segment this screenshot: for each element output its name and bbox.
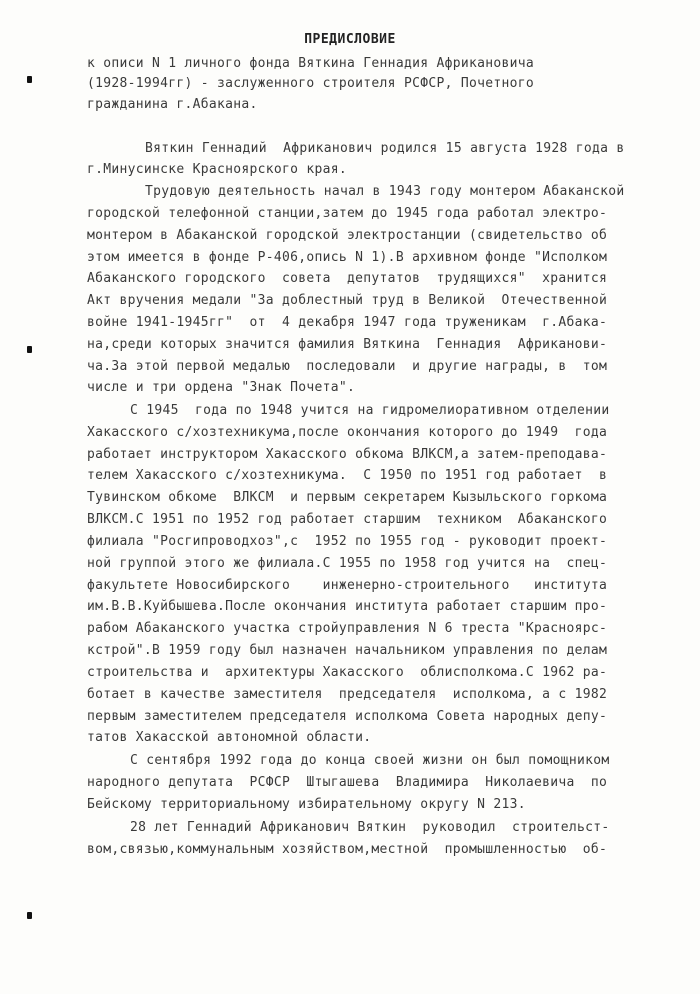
text-line: числе и три ордена "Знак Почета". <box>87 380 356 395</box>
punch-hole-mark-top <box>27 76 32 83</box>
text-line: на,среди которых значится фамилия Вяткина Геннадия Африканови- <box>87 337 608 352</box>
text-line: Вяткин Геннадий Африканович родился 15 августа 1928 года в <box>145 141 625 156</box>
text-line: рабом Абаканского участка стройуправления N 6 треста "Красноярс- <box>87 621 608 636</box>
text-line: кстрой".В 1959 году был назначен начальником управления по делам <box>87 643 608 658</box>
text-line: ча.За этой первой медалью последовали и другие награды, в том <box>87 359 608 374</box>
text-line: монтером в Абаканской городской электростанции (свидетельство об <box>87 228 608 243</box>
text-line: ной группой этого же филиала.С 1955 по 1958 год учится на спец- <box>87 556 608 571</box>
text-line: ВЛКСМ.С 1951 по 1952 год работает старшим техником Абаканского <box>87 512 608 527</box>
text-line: народного депутата РСФСР Штыгашева Владимира Николаевича по <box>87 775 608 790</box>
punch-hole-mark-bottom <box>27 912 32 919</box>
text-line: 28 лет Геннадий Африканович Вяткин руководил строительст- <box>130 820 610 835</box>
text-line: Трудовую деятельность начал в 1943 году монтером Абаканской <box>145 184 625 199</box>
text-line: С 1945 года по 1948 учится на гидромелиоративном отделении <box>130 403 610 418</box>
text-line: татов Хакасской автономной области. <box>87 730 372 745</box>
text-line: ботает в качестве заместителя председателя исполкома, а с 1982 <box>87 687 608 702</box>
punch-hole-mark-middle <box>27 346 32 353</box>
text-line: г.Минусинске Красноярского края. <box>87 162 348 177</box>
text-line: Тувинском обкоме ВЛКСМ и первым секретарем Кызыльского горкома <box>87 490 608 505</box>
text-line: Хакасского с/хозтехникума,после окончания которого до 1949 года <box>87 425 608 440</box>
text-line: первым заместителем председателя исполкома Совета народных депу- <box>87 709 608 724</box>
text-line: им.В.В.Куйбышева.После окончания института работает старшим про- <box>87 599 608 614</box>
text-line: этом имеется в фонде Р-406,опись N 1).В архивном фонде "Исполком <box>87 250 608 265</box>
text-line: Акт вручения медали "За доблестный труд в Великой Отечественной <box>87 293 608 308</box>
text-line: факультете Новосибирского инженерно-строительного института <box>87 578 608 593</box>
text-line: С сентября 1992 года до конца своей жизни он был помощником <box>130 753 610 768</box>
document-title: ПРЕДИСЛОВИЕ <box>304 32 396 47</box>
text-line: филиала "Росгипроводхоз",с 1952 по 1955 год - руководит проект- <box>87 534 608 549</box>
text-line: войне 1941-1945гг" от 4 декабря 1947 года труженикам г.Абака- <box>87 315 608 330</box>
text-line: строительства и архитектуры Хакасского облисполкома.С 1962 ра- <box>87 665 608 680</box>
text-line: вом,связью,коммунальным хозяйством,местной промышленностью об- <box>87 842 608 857</box>
text-line: городской телефонной станции,затем до 1945 года работал электро- <box>87 206 608 221</box>
text-line: работает инструктором Хакасского обкома ВЛКСМ,а затем-преподава- <box>87 447 608 462</box>
text-line: Абаканского городского совета депутатов трудящихся" хранится <box>87 271 608 286</box>
text-line: (1928-1994гг) - заслуженного строителя РСФСР, Почетного <box>87 76 534 91</box>
text-line: к описи N 1 личного фонда Вяткина Геннадия Африкановича <box>87 56 534 71</box>
text-line: Бейскому территориальному избирательному округу N 213. <box>87 797 526 812</box>
text-line: гражданина г.Абакана. <box>87 97 258 112</box>
text-line: телем Хакасского с/хозтехникума. С 1950 по 1951 год работает в <box>87 468 608 483</box>
